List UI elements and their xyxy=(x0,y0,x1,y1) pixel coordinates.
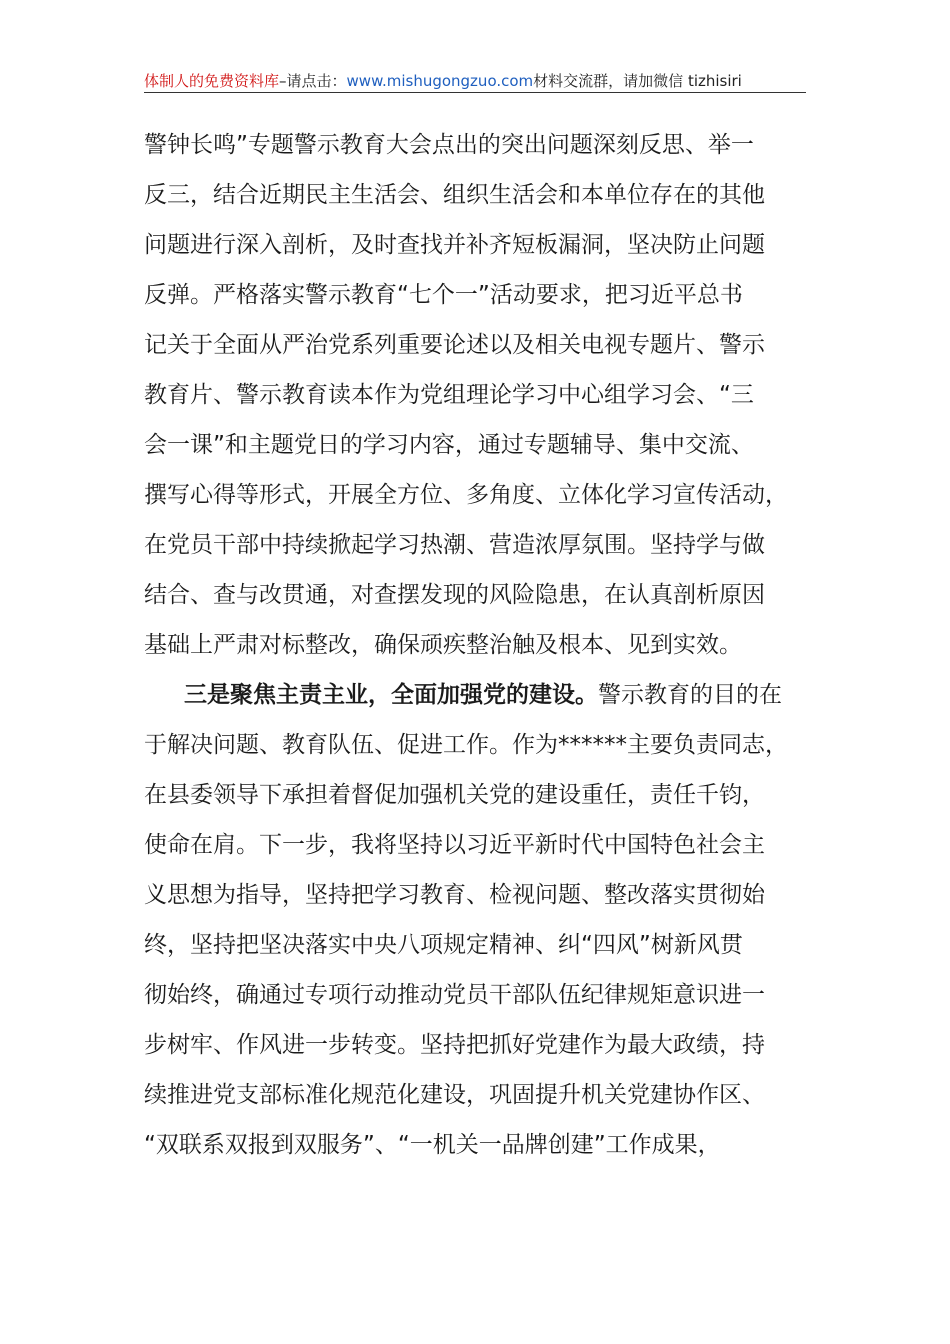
text-line: 反三，结合近期民主生活会、组织生活会和本单位存在的其他 xyxy=(144,182,765,208)
text-line: 步树牢、作风进一步转变。坚持把抓好党建作为最大政绩，持 xyxy=(144,1032,765,1058)
text-line: “双联系双报到双服务”、“一机关一品牌创建”工作成果， xyxy=(144,1132,721,1158)
text-line: 终，坚持把坚决落实中央八项规定精神、纠“四风”树新风贯 xyxy=(144,932,743,958)
header-site-link[interactable]: www.mishugongzuo.com xyxy=(346,72,534,90)
text-line: 义思想为指导，坚持把学习教育、检视问题、整改落实贯彻始 xyxy=(144,882,765,908)
text-line: 警钟长鸣”专题警示教育大会点出的突出问题深刻反思、举一 xyxy=(144,132,754,158)
text-line: 在党员干部中持续掀起学习热潮、营造浓厚氛围。坚持学与做 xyxy=(144,532,765,558)
text-line: 于解决问题、教育队伍、促进工作。作为******主要负责同志， xyxy=(144,732,788,758)
text-line: 结合、查与改贯通，对查摆发现的风险隐患，在认真剖析原因 xyxy=(144,582,765,608)
text-line: 在县委领导下承担着督促加强机关党的建设重任，责任千钧， xyxy=(144,782,765,808)
text-line: 教育片、警示教育读本作为党组理论学习中心组学习会、“三 xyxy=(144,382,754,408)
paragraph-2 xyxy=(144,670,806,1170)
text-span: 警示教育的目的在 xyxy=(598,682,782,708)
text-line: 问题进行深入剖析，及时查找并补齐短板漏洞，坚决防止问题 xyxy=(144,232,765,258)
paragraph-1 xyxy=(144,120,806,670)
text-line: 记关于全面从严治党系列重要论述以及相关电视专题片、警示 xyxy=(144,332,765,358)
page-header xyxy=(144,70,806,93)
paragraph-2-first-line xyxy=(144,670,806,720)
text-line: 反弹。严格落实警示教育“七个一”活动要求，把习近平总书 xyxy=(144,282,743,308)
text-line: 撰写心得等形式，开展全方位、多角度、立体化学习宣传活动， xyxy=(144,482,788,508)
text-line: 彻始终，确通过专项行动推动党员干部队伍纪律规矩意识进一 xyxy=(144,982,765,1008)
text-line: 基础上严肃对标整改，确保顽疾整治触及根本、见到实效。 xyxy=(144,632,742,658)
header-note: 材料交流群，请加微信 tizhisiri xyxy=(533,72,742,90)
header-brand: 体制人的免费资料库 xyxy=(144,72,280,90)
document-body xyxy=(144,120,806,1170)
text-line: 续推进党支部标准化规范化建设，巩固提升机关党建协作区、 xyxy=(144,1082,765,1108)
section-heading: 三是聚焦主责主业，全面加强党的建设。 xyxy=(184,682,598,708)
text-line: 会一课”和主题党日的学习内容，通过专题辅导、集中交流、 xyxy=(144,432,754,458)
header-prefix: –请点击： xyxy=(279,72,347,90)
text-line: 使命在肩。下一步，我将坚持以习近平新时代中国特色社会主 xyxy=(144,832,765,858)
